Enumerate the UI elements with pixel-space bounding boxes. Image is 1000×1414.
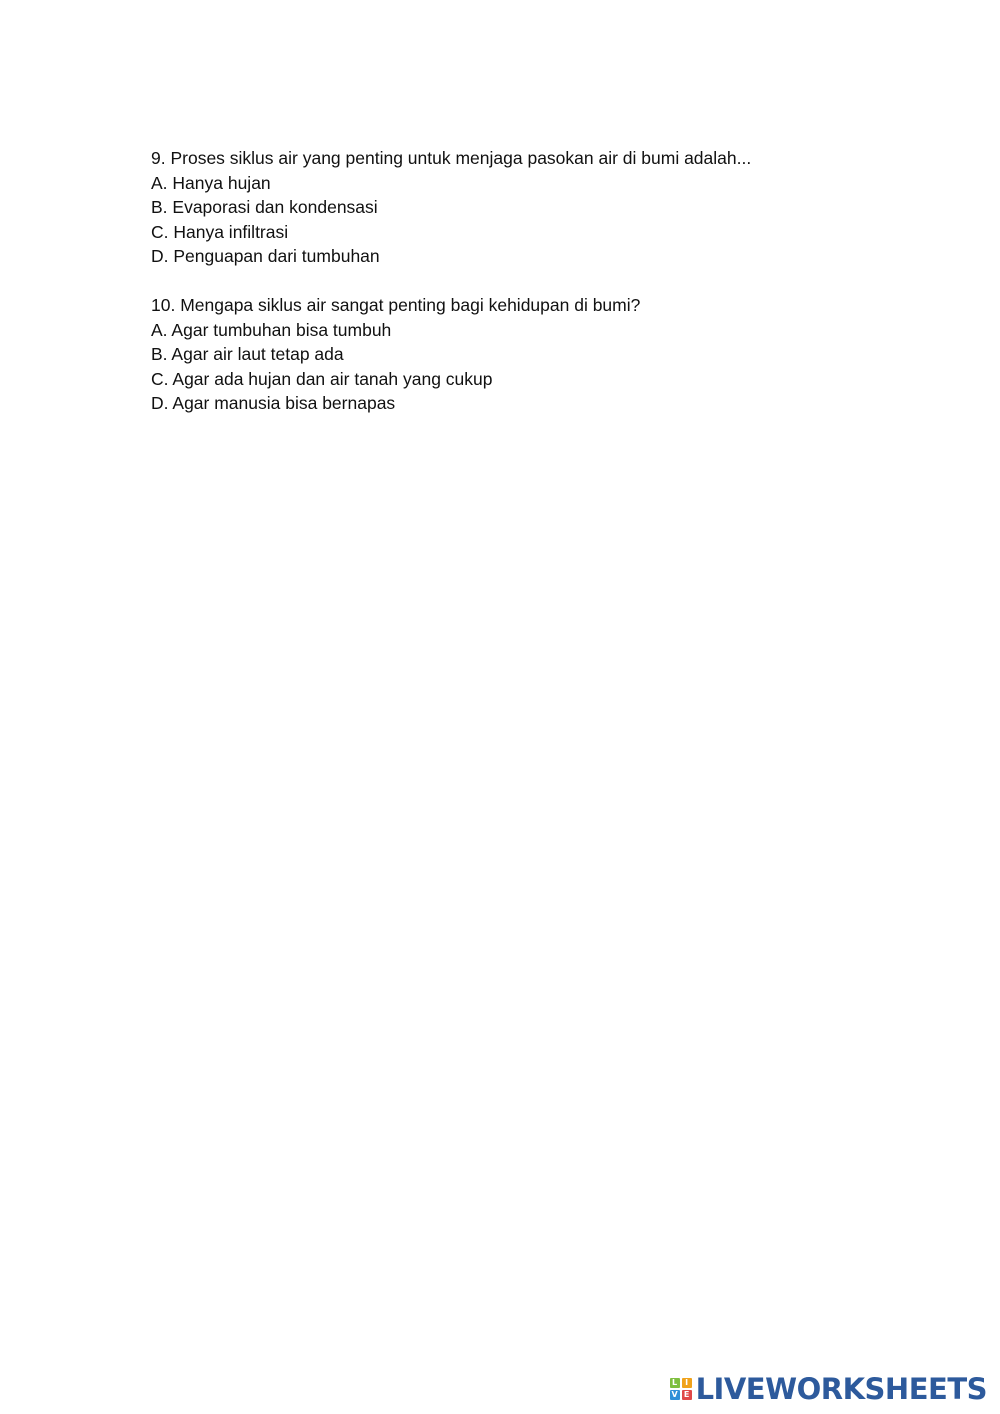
answer-option-d: D. Penguapan dari tumbuhan [151, 246, 380, 267]
answer-option-a: A. Hanya hujan [151, 172, 271, 193]
logo-letter: L [670, 1378, 680, 1388]
question-prompt: 10. Mengapa siklus air sangat penting bagi kehidupan di bumi? [151, 294, 641, 315]
question-10 [151, 293, 911, 416]
answer-option-b: B. Evaporasi dan kondensasi [151, 197, 378, 218]
worksheet-content [151, 146, 911, 440]
logo-letter: V [671, 1390, 678, 1399]
answer-option-c: C. Agar ada hujan dan air tanah yang cukup [151, 368, 493, 389]
liveworksheets-logo [670, 1372, 987, 1406]
answer-option-c: C. Hanya infiltrasi [151, 221, 289, 242]
logo-letter: E [682, 1390, 692, 1400]
answer-option-b: B. Agar air laut tetap ada [151, 344, 344, 365]
answer-option-a: A. Agar tumbuhan bisa tumbuh [151, 319, 392, 340]
logo-letter: I [682, 1378, 692, 1388]
liveworksheets-logo-icon [670, 1378, 692, 1400]
liveworksheets-brand-text: LIVEWORKSHEETS [695, 1372, 987, 1406]
answer-option-d: D. Agar manusia bisa bernapas [151, 393, 396, 414]
question-prompt: 9. Proses siklus air yang penting untuk menjaga pasokan air di bumi adalah... [151, 148, 752, 168]
question-9 [151, 146, 911, 269]
